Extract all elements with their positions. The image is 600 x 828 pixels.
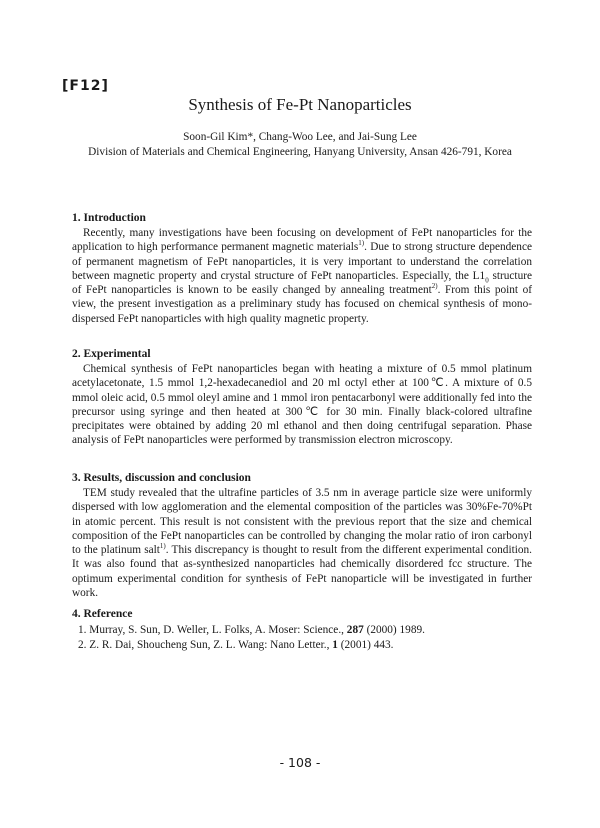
- intro-text-d: . From this point of view, the present investigation as a preliminary study has focused on chemical synthesis of mono-dispersed FePt nanoparticles with high quality magnetic property.: [72, 284, 532, 325]
- intro-citation-1: 1): [358, 239, 365, 248]
- reference-1-year-page: (2000) 1989.: [363, 624, 425, 636]
- paper-title: Synthesis of Fe-Pt Nanoparticles: [188, 95, 412, 114]
- reference-2-volume: 1: [332, 639, 338, 651]
- results-paragraph: [72, 486, 532, 600]
- affiliation: Division of Materials and Chemical Engineering, Hanyang University, Ansan 426-791, Korea: [88, 146, 512, 158]
- reference-1-text: 1. Murray, S. Sun, D. Weller, L. Folks, A. Moser: Science.,: [78, 624, 347, 636]
- authors: Soon-Gil Kim*, Chang-Woo Lee, and Jai-Sung Lee: [183, 131, 417, 143]
- intro-heading: 1. Introduction: [72, 212, 146, 224]
- reference-2-text: 2. Z. R. Dai, Shoucheng Sun, Z. L. Wang: Nano Letter.,: [78, 639, 333, 651]
- intro-text-c: structure of FePt nanoparticles is known to be easily changed by annealing treatment: [72, 269, 532, 297]
- experimental-text: Chemical synthesis of FePt nanoparticles began with heating a mixture of 0.5 mmol platinum acetylacetonate, 1.5 mmol 1,2-hexadecanediol and 20 ml octyl ether at 100℃. A mixture of 0.5 mmol oleic acid, 0.5 mmol oleyl amine and 1 mmol iron pentacarbonyl were additionally fed into the precursor using syringe and then heated at 300℃ for 30 min. Finally black-colored ultrafine precipitates were obtained by adding 20 ml ethanol and then doing centrifugal separation. Phase analysis of FePt nanoparticles were performed by transmission electron microscopy.: [72, 363, 532, 447]
- intro-subscript: 0: [485, 276, 489, 285]
- reference-2-year-page: (2001) 443.: [337, 639, 394, 651]
- intro-citation-2: 2): [431, 282, 438, 291]
- experimental-paragraph: [72, 362, 532, 448]
- results-heading: 3. Results, discussion and conclusion: [72, 472, 251, 484]
- abstract-tag: [F12]: [62, 78, 109, 94]
- results-citation-1: 1): [159, 542, 166, 551]
- author-block: [0, 130, 600, 160]
- results-text-b: . This discrepancy is thought to result from the different experimental condition. It was also found that as-synthesized nanoparticles had chemically disordered fcc structure. The optimum experimental condition for synthesis of FePt nanoparticle will be investigated in further work.: [72, 544, 532, 600]
- intro-text-a: Recently, many investigations have been focusing on development of FePt nanoparticles for the application to high performance permanent magnetic materials: [72, 227, 532, 254]
- page-number: - 108 -: [279, 755, 321, 770]
- reference-item: [78, 638, 538, 653]
- references-heading: 4. Reference: [72, 608, 133, 620]
- reference-item: [78, 623, 538, 638]
- experimental-heading: 2. Experimental: [72, 348, 151, 360]
- reference-list: [78, 623, 538, 653]
- reference-1-volume: 287: [346, 624, 364, 636]
- intro-text-b: . Due to strong structure dependence of permanent magnetism of FePt nanoparticles, it is very important to understand the correlation between magnetic property and crystal structure of FePt nanoparticles. Especially, the L1: [72, 241, 532, 282]
- intro-paragraph: [72, 226, 532, 326]
- results-text-a: TEM study revealed that the ultrafine particles of 3.5 nm in average particle size were uniformly dispersed with low agglomeration and the elemental composition of the particles was 30%Fe-70%Pt in atomic percent. This result is not consistent with the previous report that the size and chemical composition of the FePt nanoparticles can be controlled by changing the molar ratio of iron carbonyl to the platinum salt: [72, 487, 532, 557]
